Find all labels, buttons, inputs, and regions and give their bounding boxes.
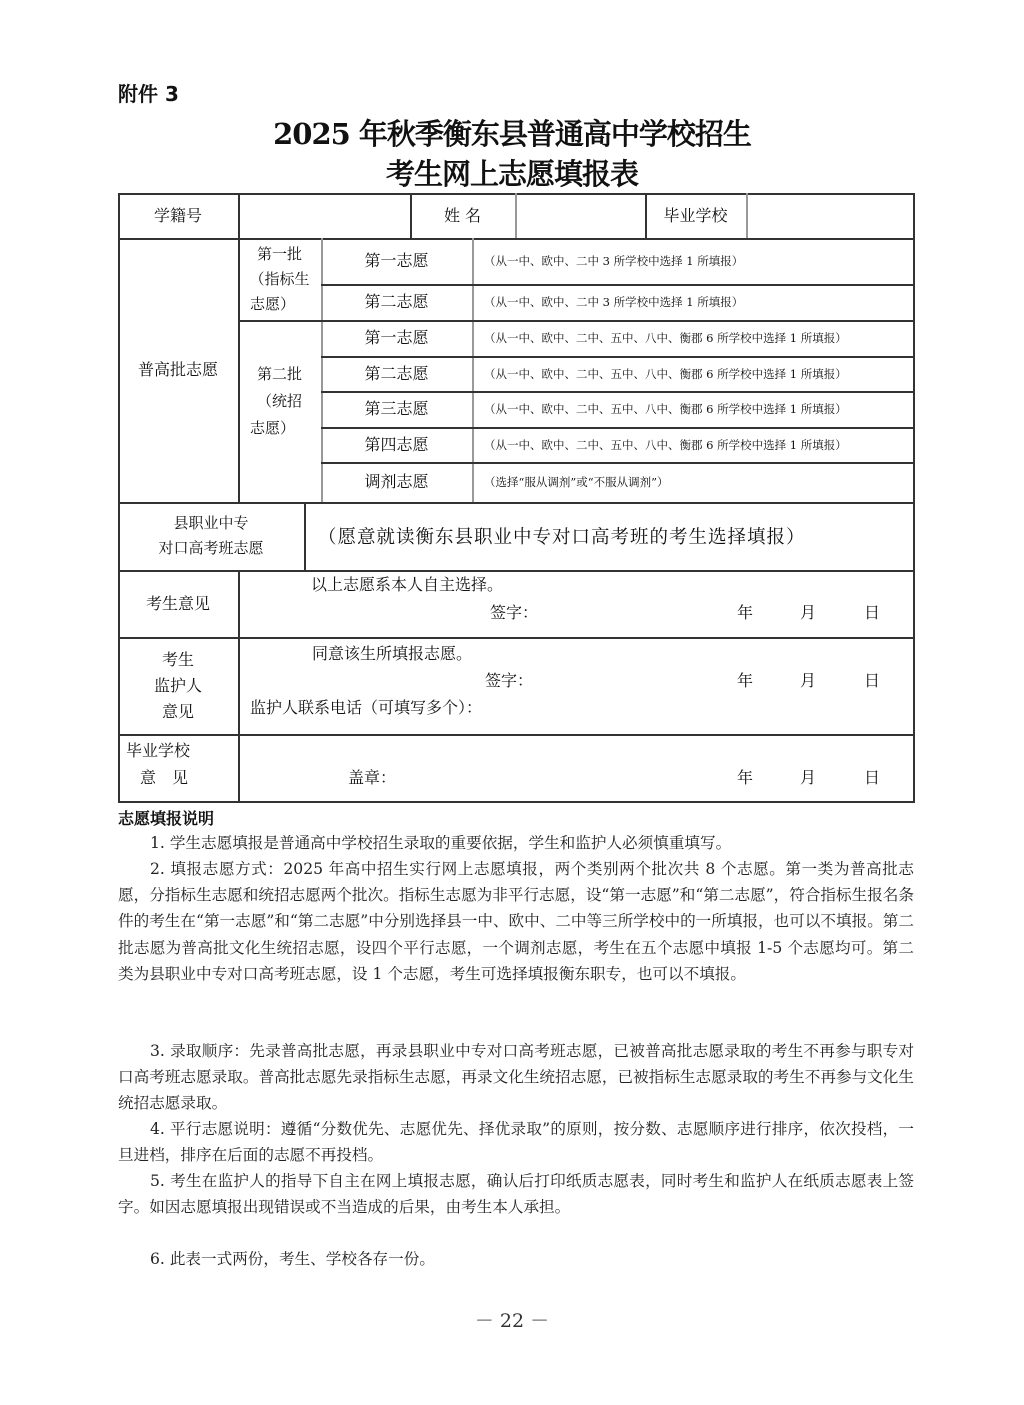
school-opinion-line1: 毕业学校 <box>126 741 191 760</box>
batch2-label <box>238 320 321 502</box>
batch2-choice4-label: 第四志愿 <box>364 434 429 454</box>
batch2-choice4-note[interactable]: （从一中、欧中、二中、五中、八中、衡郡 6 所学校中选择 1 所填报） <box>484 437 847 452</box>
vocational-line1: 县职业中专 <box>173 514 249 532</box>
instruction-text-3: 3. 录取顺序：先录普高批志愿，再录县职业中专对口高考班志愿，已被普高批志愿录取的考生不再参与职专对口高考班志愿录取。普高批志愿先录指标生志愿，再录文化生统招志愿，已被指标生志愿录取的考生不再参与文化生统招志愿录取。 <box>118 1042 914 1113</box>
batch2-line2: （统招 <box>256 391 302 410</box>
instruction-text-4: 4. 平行志愿说明：遵循“分数优先、志愿优先、择优录取”的原则，按分数、志愿顺序进行排序，依次投档，一旦进档，排序在后面的志愿不再投档。 <box>118 1120 914 1165</box>
batch2-choice2-note[interactable]: （从一中、欧中、二中、五中、八中、衡郡 6 所学校中选择 1 所填报） <box>484 366 847 381</box>
batch1-label <box>238 238 321 320</box>
instruction-item-1 <box>118 830 914 856</box>
batch1-choice2-label: 第二志愿 <box>364 292 429 311</box>
name-field[interactable] <box>517 195 643 237</box>
batch1-line3: 志愿） <box>250 294 296 313</box>
batch2-line3: 志愿） <box>250 418 296 437</box>
instructions-title: 志愿填报说明 <box>118 809 215 828</box>
title-line-2: 考生网上志愿填报表 <box>385 157 638 191</box>
batch2-choice3-note[interactable]: （从一中、欧中、二中、五中、八中、衡郡 6 所学校中选择 1 所填报） <box>484 402 847 416</box>
guardian-line2: 监护人 <box>153 676 202 695</box>
vocational-label <box>118 502 304 570</box>
instruction-text-5: 5. 考生在监护人的指导下自主在网上填报志愿，确认后打印纸质志愿表，同时考生和监护人在纸质志愿表上签字。如因志愿填报出现错误或不当造成的后果，由考生本人承担。 <box>118 1172 914 1217</box>
batch1-line1: 第一批 <box>256 244 302 263</box>
student-opinion-text: 以上志愿系本人自主选择。 <box>311 575 504 594</box>
guardian-year-label: 年 <box>737 671 754 690</box>
student-day-label: 日 <box>864 603 881 622</box>
attachment-label: 附件 3 <box>118 82 179 106</box>
batch2-choice3-label: 第三志愿 <box>364 399 429 418</box>
batch2-choice2-label: 第二志愿 <box>364 363 429 383</box>
school-day-label: 日 <box>864 768 881 787</box>
batch1-choice1-label: 第一志愿 <box>364 251 429 270</box>
adjustment-choice-note[interactable]: （选择“服从调剂”或“不服从调剂”） <box>484 475 669 489</box>
school-year-label: 年 <box>737 768 754 787</box>
batch1-choice1-note[interactable]: （从一中、欧中、二中 3 所学校中选择 1 所填报） <box>484 254 744 268</box>
batch1-line2: （指标生 <box>249 269 310 288</box>
student-signature-label[interactable]: 签字： <box>490 603 539 622</box>
instruction-item-4 <box>118 1116 914 1168</box>
graduating-school-label: 毕业学校 <box>663 205 728 225</box>
adjustment-choice-label: 调剂志愿 <box>364 472 429 491</box>
student-year-label: 年 <box>737 603 754 622</box>
instruction-item-2 <box>118 856 914 987</box>
school-opinion-line2: 意 见 <box>140 768 189 787</box>
batch2-choice1-note[interactable]: （从一中、欧中、二中、五中、八中、衡郡 6 所学校中选择 1 所填报） <box>484 331 847 345</box>
batch2-choice1-label: 第一志愿 <box>364 328 429 347</box>
guardian-line1: 考生 <box>161 650 194 669</box>
instruction-item-5 <box>118 1168 914 1220</box>
seal-label[interactable]: 盖章： <box>348 768 397 787</box>
school-month-label: 月 <box>800 768 817 787</box>
student-opinion-label: 考生意见 <box>145 593 210 613</box>
vocational-line2: 对口高考班志愿 <box>158 539 264 557</box>
guardian-month-label: 月 <box>800 671 817 690</box>
guardian-phone-label[interactable]: 监护人联系电话（可填写多个）： <box>250 698 483 717</box>
student-month-label: 月 <box>800 603 817 622</box>
guardian-opinion-label <box>118 638 238 734</box>
batch2-line1: 第二批 <box>256 364 302 383</box>
page-number: － 22 － <box>474 1310 550 1332</box>
student-id-field[interactable] <box>240 195 408 237</box>
instruction-text-6: 6. 此表一式两份，考生、学校各存一份。 <box>150 1250 435 1268</box>
batch1-choice2-note[interactable]: （从一中、欧中、二中 3 所学校中选择 1 所填报） <box>484 295 744 309</box>
instruction-text-1: 1. 学生志愿填报是普通高中学校招生录取的重要依据，学生和监护人必须慎重填写。 <box>150 834 732 852</box>
guardian-opinion-text: 同意该生所填报志愿。 <box>312 644 473 663</box>
title-line-1: 2025 年秋季衡东县普通高中学校招生 <box>273 117 751 151</box>
name-label: 姓 名 <box>443 205 482 225</box>
student-id-label: 学籍号 <box>153 205 202 225</box>
vocational-note[interactable]: （愿意就读衡东县职业中专对口高考班的考生选择填报） <box>318 527 806 548</box>
guardian-line3: 意见 <box>161 702 194 721</box>
instruction-item-3 <box>118 1038 914 1117</box>
graduating-school-field[interactable] <box>748 195 912 237</box>
guardian-day-label: 日 <box>864 671 881 690</box>
instruction-item-6 <box>118 1246 914 1272</box>
instruction-text-2: 2. 填报志愿方式：2025 年高中招生实行网上志愿填报，两个类别两个批次共 8 个志愿。第一类为普高批志愿，分指标生志愿和统招志愿两个批次。指标生志愿为非平行志愿，设“第一志愿”和“第二志愿”，符合指标生报名条件的考生在“第一志愿”和“第二志愿”中分别选择县一中、欧中、二中等三所学校中的一所填报，也可以不填报。第二批志愿为普高批文化生统招志愿，设四个平行志愿，一个调剂志愿，考生在五个志愿中填报 1-5 个志愿均可。第二类为县职业中专对口高考班志愿，设 1 个志愿，考生可选择填报衡东职专，也可以不填报。 <box>118 860 914 983</box>
general-batch-label: 普高批志愿 <box>137 360 218 379</box>
guardian-signature-label[interactable]: 签字： <box>485 671 534 690</box>
